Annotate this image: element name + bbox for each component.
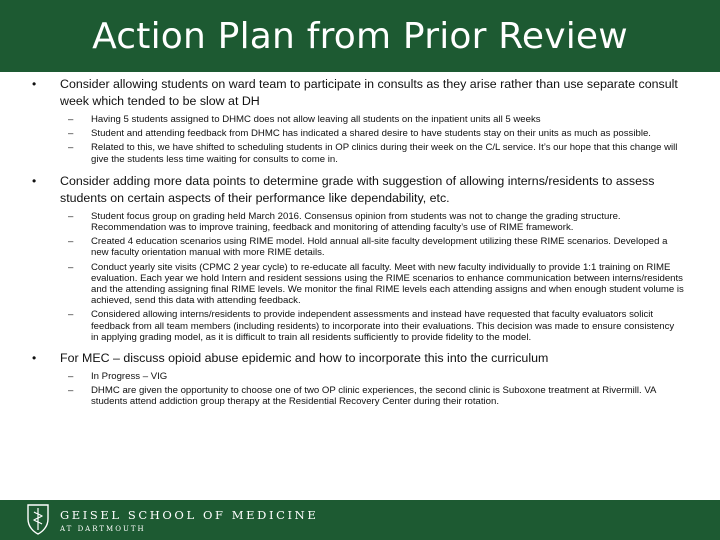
dash-marker: – <box>68 371 74 383</box>
bullet-marker: • <box>32 77 37 91</box>
slide-title: Action Plan from Prior Review <box>92 15 628 57</box>
dash-marker: – <box>68 210 74 222</box>
sub-bullet-text: Considered allowing interns/residents to provide independent assessments and instead have requested that faculty evaluators solicit feedback from all team members (including residents) to incorporate into their evaluations. This decision was made to ensure consistency in applying grading model, as it is difficult to train all residents sufficiently to provide fidelity to the model. <box>91 309 675 343</box>
dash-marker: – <box>68 114 74 125</box>
sub-bullet-item <box>0 211 720 233</box>
sub-bullet-text: DHMC are given the opportunity to choose one of two OP clinic experiences, the second clinic is Suboxone treatment at Rivermill. VA students attend addiction group therapy at the Residential Recovery Center during their rotation. <box>91 385 656 408</box>
bullet-text: For MEC – discuss opioid abuse epidemic and how to incorporate this into the curriculum <box>60 351 549 366</box>
institution-subtitle: AT DARTMOUTH <box>60 525 146 533</box>
shield-logo-icon <box>26 503 50 535</box>
sub-bullet-item <box>0 385 720 407</box>
dash-marker: – <box>68 385 74 397</box>
sub-bullet-item <box>0 142 720 164</box>
dash-marker: – <box>68 309 74 321</box>
sub-bullet-text: Created 4 education scenarios using RIME model. Hold annual all-site faculty development utilizing these RIME scenarios. Developed a new faculty orientation manual with more RIME details. <box>91 236 668 259</box>
sub-bullet-text: Having 5 students assigned to DHMC does not allow leaving all students on the inpatient units all 5 weeks <box>91 114 541 125</box>
title-bar <box>0 0 720 72</box>
sub-bullet-item <box>0 262 720 307</box>
bullet-marker: • <box>32 173 37 188</box>
institution-name: GEISEL SCHOOL OF MEDICINE <box>60 508 319 522</box>
sub-bullet-text: Student and attending feedback from DHMC has indicated a shared desire to have students stay on their units as much as possible. <box>91 128 651 140</box>
footer-bar <box>0 500 720 540</box>
bullet-marker: • <box>32 351 37 366</box>
sub-bullet-item <box>0 236 720 258</box>
dash-marker: – <box>68 128 74 140</box>
sub-bullet-item <box>0 309 720 343</box>
sub-list <box>0 371 720 408</box>
sub-bullet-item <box>0 114 720 125</box>
sub-bullet-text: Conduct yearly site visits (CPMC 2 year cycle) to re-educate all faculty. Meet with new faculty individually to provide 1:1 training on RIME evaluation. Each year we hold Intern and resident sessions using the RIME scenarios to enhance communication between interns/residents and the attending assigning final RIME levels. We monitor the final RIME levels each attending assigns and when enough student volume is achieved, send this data with attending feedback. <box>91 261 684 307</box>
sub-bullet-text: Related to this, we have shifted to scheduling students in OP clinics during their week on the C/L service. It’s our hope that this change will give the students less time waiting for consults to come in. <box>91 142 678 165</box>
bullet-item <box>0 350 720 367</box>
bullet-item <box>0 76 720 110</box>
bullet-text: Consider allowing students on ward team to participate in consults as they arise rather than use separate consult week which tended to be slow at DH <box>60 77 678 108</box>
bullet-item <box>0 173 720 207</box>
sub-bullet-item <box>0 128 720 139</box>
sub-list <box>0 211 720 343</box>
sub-bullet-item <box>0 371 720 382</box>
dash-marker: – <box>68 142 74 154</box>
slide-content <box>0 76 720 500</box>
sub-list <box>0 114 720 165</box>
bullet-text: Consider adding more data points to determine grade with suggestion of allowing interns/residents to assess students on certain aspects of their performance like dependability, etc. <box>60 173 655 205</box>
dash-marker: – <box>68 261 74 273</box>
dash-marker: – <box>68 236 74 248</box>
sub-bullet-text: Student focus group on grading held March 2016. Consensus opinion from students was not to change the grading structure. Recommendation was to improve training, feedback and monitoring of attending faculty’s use of RIME framework. <box>91 210 621 234</box>
sub-bullet-text: In Progress – VIG <box>91 371 168 383</box>
